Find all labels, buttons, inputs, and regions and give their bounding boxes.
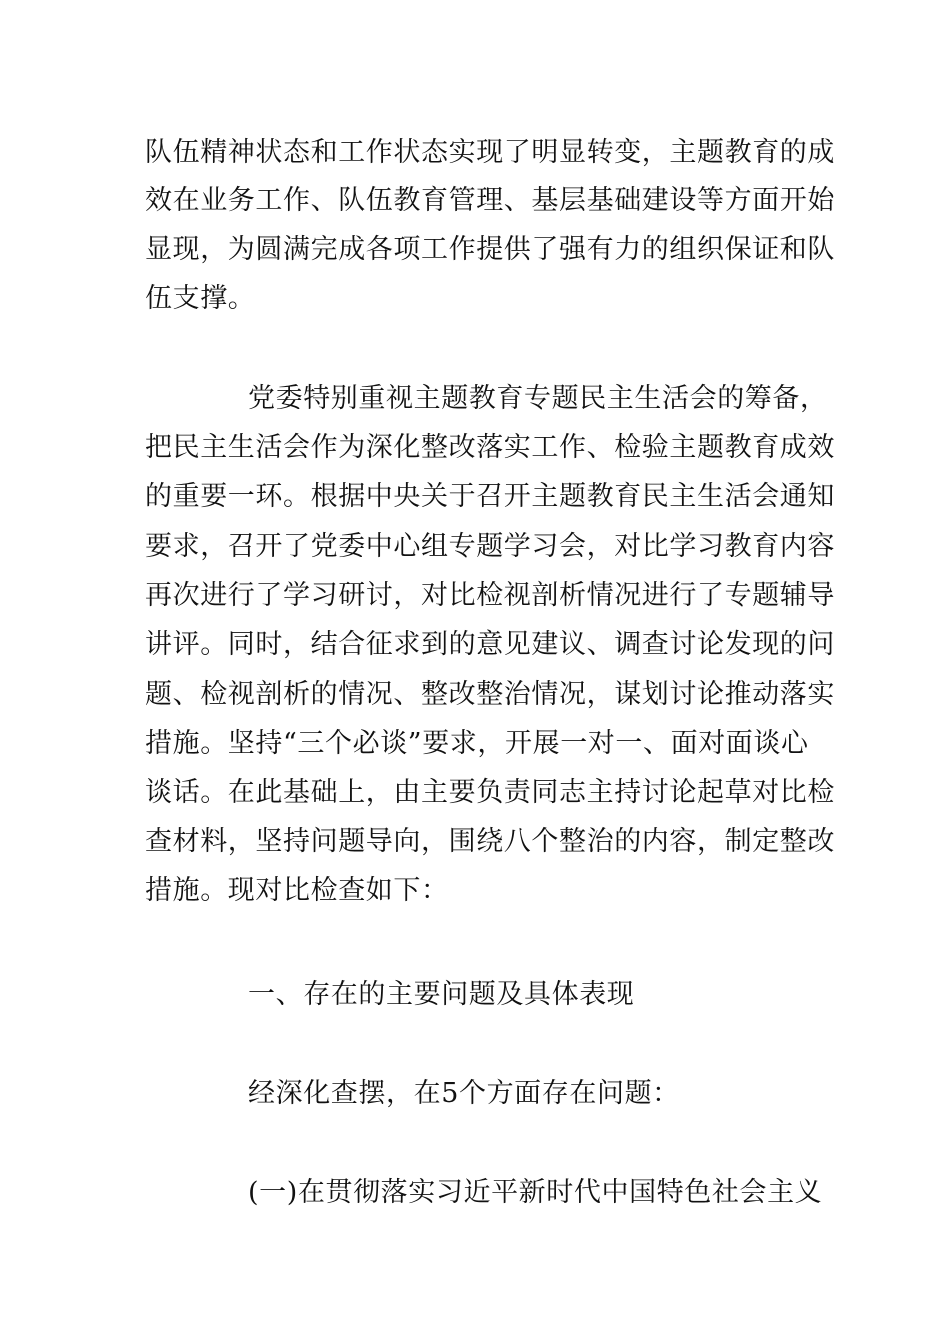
paragraph-1-line-2: 效在业务工作、队伍教育管理、基层基础建设等方面开始 <box>145 185 835 216</box>
section-1-heading: 一、存在的主要问题及具体表现 <box>248 979 635 1010</box>
paragraph-2-line-6: 讲评。同时，结合征求到的意见建议、调查讨论发现的问 <box>145 629 835 660</box>
paragraph-2-line-7: 题、检视剖析的情况、整改整治情况，谋划讨论推动落实 <box>145 679 835 710</box>
subsection-1-heading: (一)在贯彻落实习近平新时代中国特色社会主义 <box>248 1177 823 1208</box>
paragraph-2-line-4: 要求，召开了党委中心组专题学习会，对比学习教育内容 <box>145 531 835 562</box>
paragraph-1-line-3: 显现，为圆满完成各项工作提供了强有力的组织保证和队 <box>145 234 835 265</box>
paragraph-2-line-2: 把民主生活会作为深化整改落实工作、检验主题教育成效 <box>145 432 835 463</box>
paragraph-2-line-1: 党委特别重视主题教育专题民主生活会的筹备， <box>248 383 828 414</box>
paragraph-2-line-10: 查材料，坚持问题导向，围绕八个整治的内容，制定整改 <box>145 826 835 857</box>
paragraph-2-line-9: 谈话。在此基础上，由主要负责同志主持讨论起草对比检 <box>145 777 835 808</box>
paragraph-2-line-8: 措施。坚持“三个必谈”要求，开展一对一、面对面谈心 <box>145 728 809 759</box>
paragraph-2-line-11: 措施。现对比检查如下： <box>145 875 449 906</box>
paragraph-2-line-5: 再次进行了学习研讨，对比检视剖析情况进行了专题辅导 <box>145 580 835 611</box>
paragraph-2-line-3: 的重要一环。根据中央关于召开主题教育民主生活会通知 <box>145 481 835 512</box>
section-1-intro: 经深化查摆，在5个方面存在问题： <box>248 1078 680 1109</box>
paragraph-1-line-1: 队伍精神状态和工作状态实现了明显转变，主题教育的成 <box>145 137 835 168</box>
paragraph-1-line-4: 伍支撑。 <box>145 283 256 314</box>
